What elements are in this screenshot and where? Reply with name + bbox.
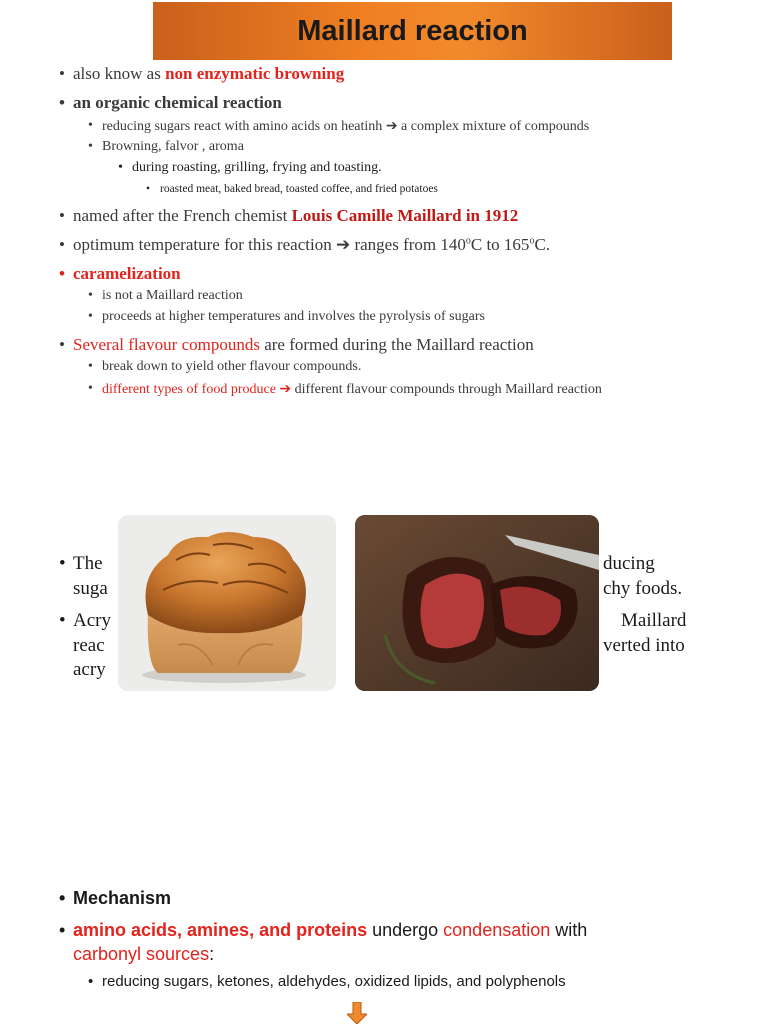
mech-red-1: amino acids, amines, and proteins <box>73 920 368 940</box>
sub1-tail: a complex mixture of compounds <box>397 119 590 134</box>
flavour-rest: are formed during the Maillard reaction <box>259 335 534 354</box>
degree-sup: o <box>465 235 471 247</box>
steak-illustration <box>355 515 599 691</box>
occluded-right-3: Maillard <box>621 610 687 631</box>
temp-prefix: optimum temperature for this reaction <box>73 235 336 254</box>
sub-browning: • Browning, falvor , aroma <box>102 139 244 155</box>
sub-reducing-sugars <box>102 118 589 135</box>
sub-roasting: • during roasting, grilling, frying and toasting. <box>132 160 382 176</box>
sub1-text: reducing sugars react with amino acids on heatinh <box>102 119 386 134</box>
steak-photo <box>355 515 599 691</box>
mechanism-line-1 <box>73 920 587 941</box>
occluded-right-2: chy foods. <box>603 578 683 599</box>
mech-mid: undergo <box>367 920 444 940</box>
flav2-rest: different flavour compounds through Maillard reaction <box>291 382 602 397</box>
mechanism-heading: • Mechanism <box>73 888 171 909</box>
flavour-red: Several flavour compounds <box>73 335 260 354</box>
sub-foods: • roasted meat, baked bread, toasted coffee, and fried potatoes <box>160 183 438 195</box>
mech-colon: : <box>209 944 215 964</box>
temp-end: C. <box>534 235 551 254</box>
named-name: Louis Camille Maillard in 1912 <box>291 206 519 225</box>
occluded-left-2: suga <box>73 578 108 599</box>
right-arrow-icon: ➔ <box>335 235 351 254</box>
named-prefix: named after the French chemist <box>73 206 292 225</box>
occluded-left-3: • Acry <box>73 610 111 632</box>
occluded-left-1: • The <box>73 553 103 575</box>
temp-mid: ranges from 140 <box>350 235 466 254</box>
temp-mid2: C to 165 <box>470 235 530 254</box>
mechanism-sub: • reducing sugars, ketones, aldehydes, oxidized lipids, and polyphenols <box>102 973 566 990</box>
bullet-named-after <box>73 206 518 226</box>
aka-prefix: also know as <box>73 64 166 83</box>
title-banner <box>153 2 672 60</box>
bullet-aka <box>73 64 344 84</box>
occluded-right-4: verted into <box>603 635 685 656</box>
flav2-red: different types of food produce <box>102 382 280 397</box>
page-title: Maillard reaction <box>297 14 528 47</box>
aka-term: non enzymatic browning <box>165 64 345 83</box>
right-arrow-icon: ➔ <box>385 119 398 134</box>
mech-end: with <box>550 920 588 940</box>
occluded-right-1: ducing <box>603 553 655 574</box>
bullet-caramelization: • caramelization <box>73 264 181 284</box>
sub-break-down: • break down to yield other flavour compounds. <box>102 359 361 375</box>
bullet-flavour <box>73 335 534 355</box>
arrow-down-icon <box>347 1002 367 1024</box>
sub-not-maillard: • is not a Maillard reaction <box>102 288 243 304</box>
bullet-temperature <box>73 235 550 255</box>
occluded-left-4: reac <box>73 635 105 656</box>
bread-illustration <box>118 515 336 691</box>
degree-sup: o <box>529 235 535 247</box>
mechanism-line-2 <box>73 944 214 965</box>
sub-food-types <box>102 381 602 398</box>
mech-red-3: carbonyl sources <box>73 944 210 964</box>
bread-photo <box>118 515 336 691</box>
bullet-organic: • an organic chemical reaction <box>73 93 282 113</box>
occluded-left-5: acry <box>73 659 106 680</box>
mech-red-2: condensation <box>443 920 551 940</box>
right-arrow-icon: ➔ <box>279 382 292 397</box>
sub-pyrolysis: • proceeds at higher temperatures and involves the pyrolysis of sugars <box>102 309 485 325</box>
